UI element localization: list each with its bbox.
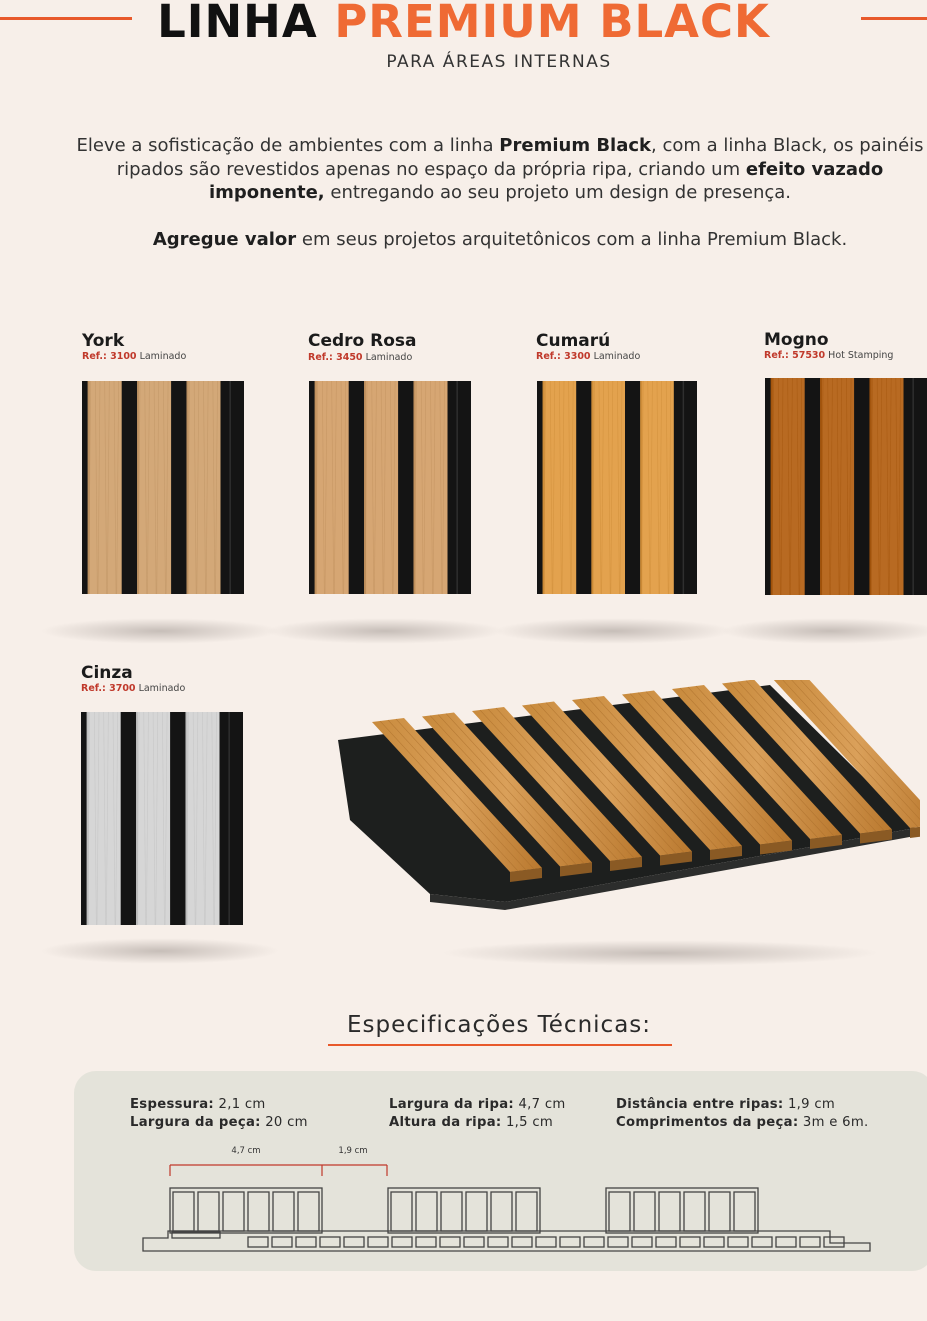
title-part-premium-black: PREMIUM BLACK (334, 0, 770, 48)
base-cell (800, 1237, 820, 1247)
slat-edge (413, 381, 415, 594)
dim-label-gap: 1,9 cm (338, 1146, 368, 1156)
spec-label: Distância entre ripas: (616, 1097, 784, 1112)
ref-label: Ref.: (536, 351, 565, 362)
spec-title-underline (328, 1044, 672, 1046)
product-ref-cedro-rosa (308, 352, 412, 363)
base-cell (368, 1237, 388, 1247)
slat-edge (186, 381, 188, 594)
slat-edge (87, 712, 89, 925)
ref-finish: Laminado (136, 351, 187, 362)
ref-label: Ref.: (82, 351, 111, 362)
slat-edge (591, 381, 593, 594)
ref-finish: Laminado (135, 683, 186, 694)
panel-slat (771, 378, 805, 595)
spec-altura-ripa (389, 1115, 553, 1130)
ref-code: 57530 (792, 350, 826, 361)
spec-value: 1,9 cm (783, 1097, 836, 1112)
slat-edge (137, 381, 139, 594)
slat-cell (248, 1192, 269, 1231)
slat-outline (388, 1188, 540, 1233)
base-cell (608, 1237, 628, 1247)
ref-code: 3700 (109, 683, 136, 694)
base-cell (704, 1237, 724, 1247)
slat-cell (173, 1192, 194, 1231)
intro-paragraph (70, 134, 927, 205)
intro-text-c: , com a linha Black, os painéis ripados são revestidos apenas no espaço da própria ripa, criando um (116, 135, 924, 180)
base-cell (584, 1237, 604, 1247)
base-cell (680, 1237, 700, 1247)
spec-largura-peca (130, 1115, 308, 1130)
sample-shadow (440, 940, 880, 966)
base-cell (464, 1237, 484, 1247)
slat-edge (364, 381, 366, 594)
sample-panel-cumaru (537, 381, 697, 594)
panel-slat (137, 381, 171, 594)
product-ref-cinza (81, 683, 185, 694)
product-name-york: York (82, 331, 125, 351)
slat-edge (185, 712, 187, 925)
intro-bold-premium: Premium Black (499, 135, 652, 156)
product-ref-cumaru (536, 351, 640, 362)
slat-edge (543, 381, 545, 594)
base-cell (632, 1237, 652, 1247)
spec-value: 4,7 cm (514, 1097, 566, 1112)
panel-slat (820, 378, 854, 595)
product-ref-york (82, 351, 186, 362)
slat-edge (315, 381, 317, 594)
slat-cell (298, 1192, 319, 1231)
product-ref-mogno (764, 350, 893, 361)
sample-panel-york (82, 381, 244, 594)
slat-cell (491, 1192, 512, 1231)
slat-edge (820, 378, 822, 595)
profile-slat (388, 1188, 540, 1233)
cross-section-diagram (0, 1140, 927, 1260)
base-cell (728, 1237, 748, 1247)
panel-groove (229, 381, 231, 594)
ref-finish: Laminado (362, 352, 413, 363)
panel-slat (413, 381, 447, 594)
spec-espessura (130, 1097, 266, 1112)
base-cell (656, 1237, 676, 1247)
base-cell (560, 1237, 580, 1247)
panel-slat (591, 381, 625, 594)
slat-edge (640, 381, 642, 594)
base-cell (248, 1237, 268, 1247)
base-cell (296, 1237, 316, 1247)
base-cell (440, 1237, 460, 1247)
panel-slat (364, 381, 398, 594)
base-cell (536, 1237, 556, 1247)
panel-slat (869, 378, 903, 595)
ref-finish: Laminado (590, 351, 641, 362)
slat-cell (609, 1192, 630, 1231)
panel-slat (315, 381, 349, 594)
profile-base (143, 1231, 870, 1251)
panel-slat (136, 712, 170, 925)
panel-slat (640, 381, 674, 594)
spec-largura-ripa (389, 1097, 566, 1112)
spec-value: 3m e 6m. (798, 1115, 869, 1130)
slat-edge (88, 381, 90, 594)
ref-label: Ref.: (764, 350, 793, 361)
dimension-lines (170, 1165, 387, 1176)
cross-section-profile (143, 1188, 870, 1251)
spec-label: Espessura: (130, 1097, 215, 1112)
spec-title: Especificações Técnicas: (346, 1012, 652, 1038)
sample-shadow (40, 618, 280, 644)
sample-panel-cinza (81, 712, 243, 925)
profile-slat (170, 1188, 322, 1233)
slat-edge (771, 378, 773, 595)
panel-slat (185, 712, 219, 925)
spec-label: Altura da ripa: (389, 1115, 502, 1130)
ref-code: 3100 (110, 351, 137, 362)
sample-panel-cedro-rosa (309, 381, 471, 594)
slat-cell (709, 1192, 730, 1231)
base-cell (416, 1237, 436, 1247)
base-cell (776, 1237, 796, 1247)
base-cell (392, 1237, 412, 1247)
ref-code: 3450 (336, 352, 363, 363)
slat-cell (516, 1192, 537, 1231)
slat-outline (170, 1188, 322, 1233)
panel-slat (87, 712, 121, 925)
slat-cell (391, 1192, 412, 1231)
slat-cell (659, 1192, 680, 1231)
page-title (0, 0, 927, 50)
ref-label: Ref.: (81, 683, 110, 694)
ref-code: 3300 (564, 351, 591, 362)
slat-outline (606, 1188, 758, 1233)
sample-shadow (265, 618, 505, 644)
base-cell (344, 1237, 364, 1247)
base-cell (488, 1237, 508, 1247)
panel-groove (456, 381, 458, 594)
sample-shadow (40, 938, 280, 964)
dim-label-slat: 4,7 cm (231, 1146, 261, 1156)
base-cell (320, 1237, 340, 1247)
intro-bold-efeito: efeito vazado imponente, (208, 158, 884, 203)
spec-value: 2,1 cm (214, 1097, 266, 1112)
product-name-mogno: Mogno (764, 330, 829, 350)
spec-label: Comprimentos da peça: (616, 1115, 799, 1130)
profile-slat (606, 1188, 758, 1233)
slat-cell (466, 1192, 487, 1231)
sample-panel-mogno (765, 378, 927, 595)
slat-edge (136, 712, 138, 925)
product-name-cumaru: Cumarú (536, 331, 611, 351)
title-part-linha: LINHA (157, 0, 318, 48)
product-name-cinza: Cinza (81, 663, 133, 683)
ref-label: Ref.: (308, 352, 337, 363)
page-subtitle: PARA ÁREAS INTERNAS (386, 52, 612, 72)
spec-comprimentos (616, 1115, 869, 1130)
slat-cell (634, 1192, 655, 1231)
product-name-cedro-rosa: Cedro Rosa (308, 331, 417, 351)
slat-cell (441, 1192, 462, 1231)
spec-distancia (616, 1097, 835, 1112)
panel-groove (912, 378, 914, 595)
sample-shadow (493, 618, 733, 644)
panel-slat (186, 381, 220, 594)
spec-label: Largura da peça: (130, 1115, 261, 1130)
slat-cell (416, 1192, 437, 1231)
slat-cell (734, 1192, 755, 1231)
intro-paragraph-2 (70, 229, 927, 250)
ref-finish: Hot Stamping (825, 350, 894, 361)
spec-label: Largura da ripa: (389, 1097, 514, 1112)
intro-text-e: entregando ao seu projeto um design de presença. (324, 182, 792, 203)
slat-cell (273, 1192, 294, 1231)
base-cell (512, 1237, 532, 1247)
panel-groove (683, 381, 685, 594)
intro-text-a: Eleve a sofisticação de ambientes com a linha (76, 135, 500, 156)
spec-value: 20 cm (260, 1115, 308, 1130)
slat-cell (684, 1192, 705, 1231)
sample-shadow (720, 618, 927, 644)
panel-slat (88, 381, 122, 594)
slat-edge (869, 378, 871, 595)
slat-cell (198, 1192, 219, 1231)
panel-slat (543, 381, 577, 594)
slat-cell (223, 1192, 244, 1231)
spec-value: 1,5 cm (501, 1115, 554, 1130)
panel-groove (228, 712, 230, 925)
base-cell (752, 1237, 772, 1247)
intro2-bold: Agregue valor (152, 229, 297, 250)
angled-panel-illustration (330, 680, 920, 910)
base-cell (272, 1237, 292, 1247)
base-cell (824, 1237, 844, 1247)
intro2-text: em seus projetos arquitetônicos com a linha Premium Black. (296, 229, 848, 250)
